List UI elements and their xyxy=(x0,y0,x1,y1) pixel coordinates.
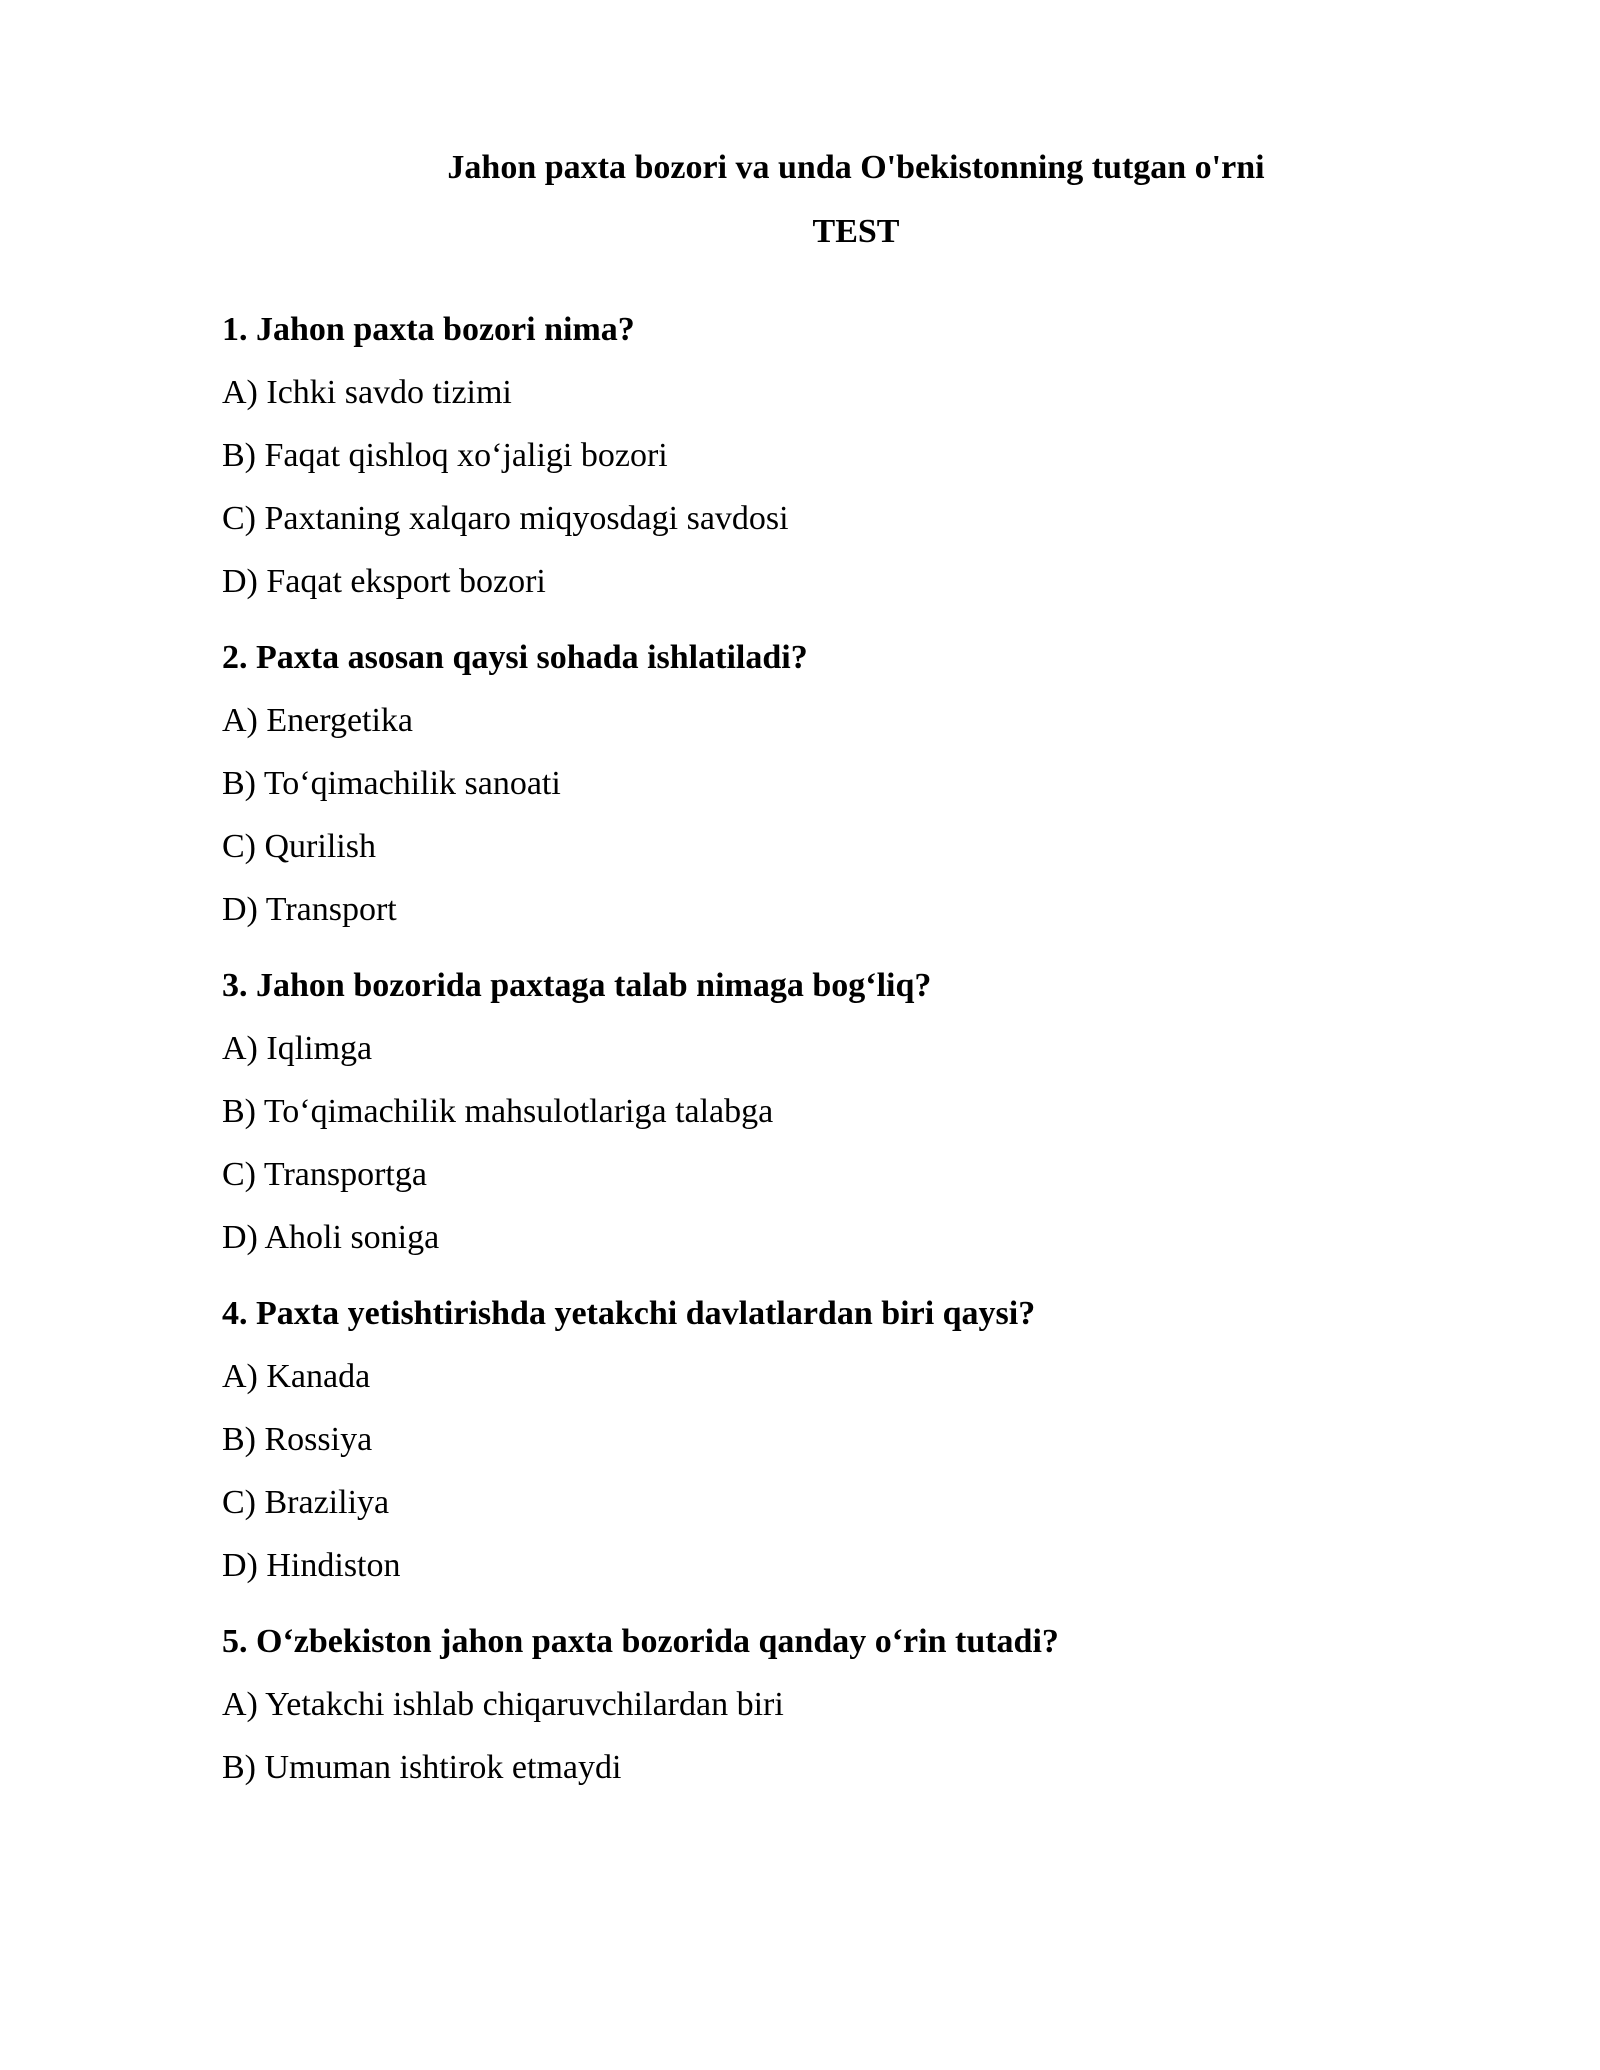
question-4 xyxy=(222,1294,1472,1586)
question-text: 1. Jahon paxta bozori nima? xyxy=(222,311,635,348)
answer-option-b: B) To‘qimachilik sanoati xyxy=(222,765,561,802)
document-title: Jahon paxta bozori va unda O'bekistonning tutgan o'rni xyxy=(447,149,1265,186)
answer-option-a: A) Kanada xyxy=(222,1358,371,1395)
answer-option-c: C) Paxtaning xalqaro miqyosdagi savdosi xyxy=(222,500,789,537)
answer-option-a: A) Iqlimga xyxy=(222,1030,373,1067)
answer-option-a: A) Ichki savdo tizimi xyxy=(222,374,512,411)
answer-option-c: C) Qurilish xyxy=(222,828,376,865)
answer-option-b: B) Umuman ishtirok etmaydi xyxy=(222,1749,622,1786)
question-text: 3. Jahon bozorida paxtaga talab nimaga bog‘liq? xyxy=(222,967,932,1004)
answer-option-b: B) Rossiya xyxy=(222,1421,373,1458)
question-list xyxy=(222,310,1472,1824)
answer-option-d: D) Transport xyxy=(222,891,397,928)
question-1 xyxy=(222,310,1472,602)
answer-option-b: B) Faqat qishloq xo‘jaligi bozori xyxy=(222,437,668,474)
answer-option-d: D) Aholi soniga xyxy=(222,1219,440,1256)
question-3 xyxy=(222,966,1472,1258)
question-text: 2. Paxta asosan qaysi sohada ishlatiladi? xyxy=(222,639,808,676)
question-5 xyxy=(222,1622,1472,1788)
answer-option-c: C) Braziliya xyxy=(222,1484,390,1521)
answer-option-d: D) Faqat eksport bozori xyxy=(222,563,546,600)
answer-option-d: D) Hindiston xyxy=(222,1547,401,1584)
question-2 xyxy=(222,638,1472,930)
answer-option-b: B) To‘qimachilik mahsulotlariga talabga xyxy=(222,1093,774,1130)
question-text: 4. Paxta yetishtirishda yetakchi davlatlardan biri qaysi? xyxy=(222,1295,1036,1332)
document-subtitle: TEST xyxy=(812,213,900,250)
answer-option-a: A) Energetika xyxy=(222,702,414,739)
answer-option-c: C) Transportga xyxy=(222,1156,427,1193)
question-text: 5. O‘zbekiston jahon paxta bozorida qanday o‘rin tutadi? xyxy=(222,1623,1059,1660)
answer-option-a: A) Yetakchi ishlab chiqaruvchilardan biri xyxy=(222,1686,784,1723)
